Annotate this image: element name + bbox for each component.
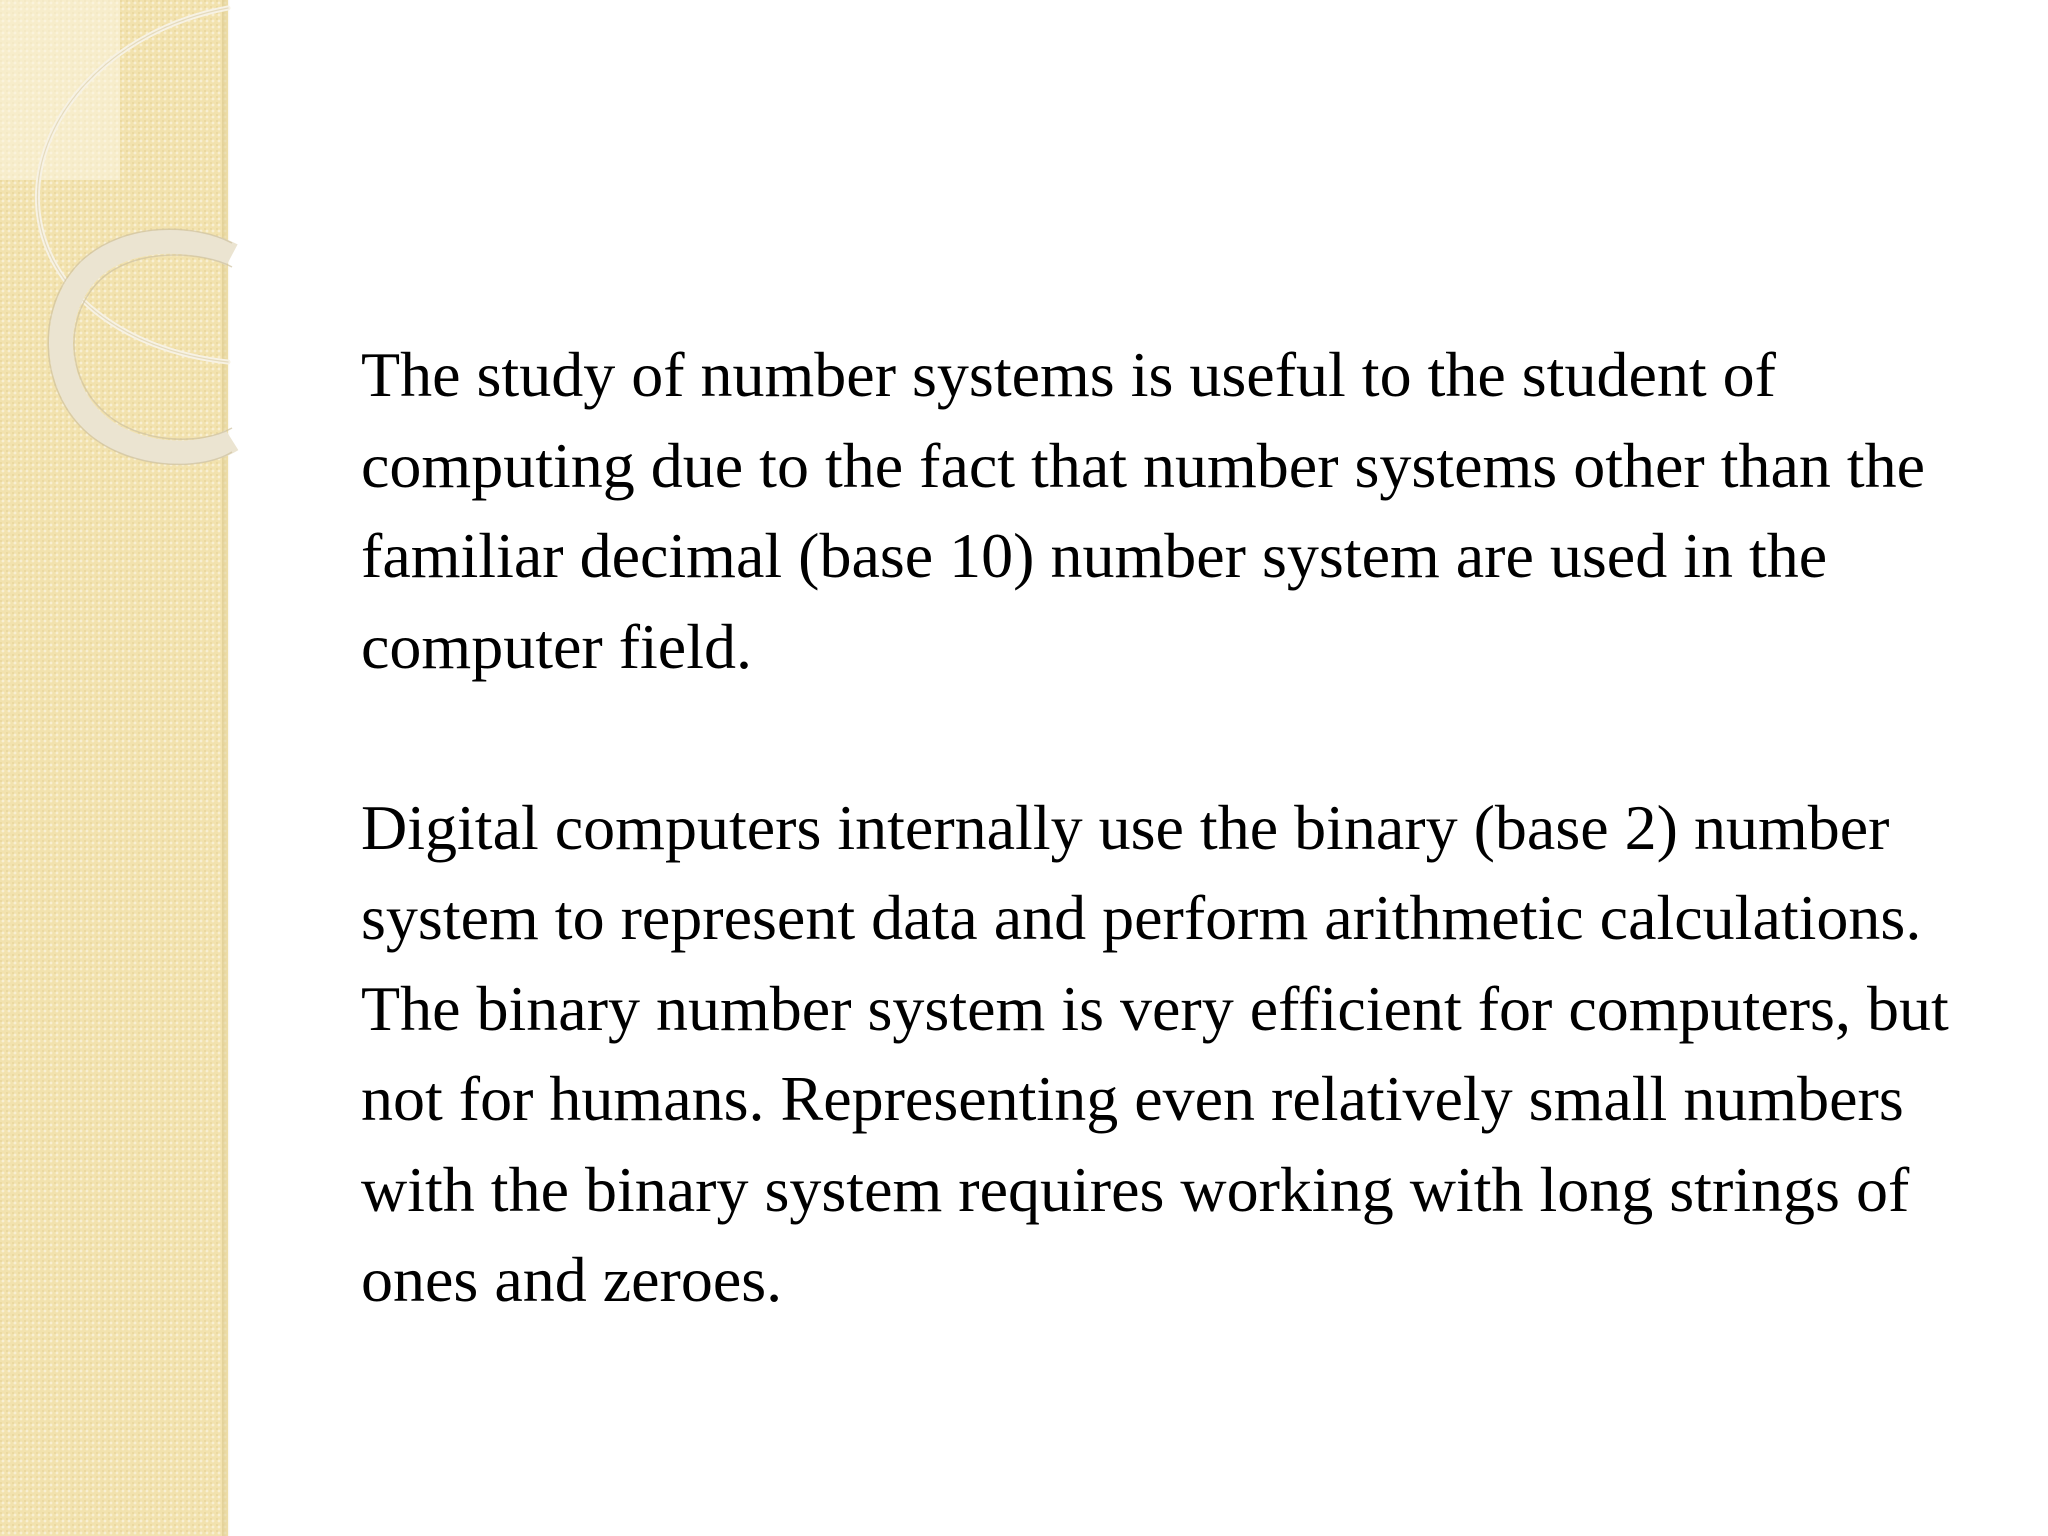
- small-ring-outer-edge: [48, 229, 232, 464]
- paragraph-2: Digital computers internally use the binary (base 2) number system to represent data and perform arithmetic calculations. The binary number system is very efficient for computers, but not for humans. Representing even relatively small numbers with the binary system requires working with long strings of ones and zeroes.: [361, 791, 1949, 1315]
- corner-highlight: [0, 0, 120, 180]
- paragraph-1: The study of number systems is useful to the student of computing due to the fact that number systems other than the familiar decimal (base 10) number system are used in the computer field.: [361, 339, 1926, 682]
- small-ring-band: [61, 242, 232, 453]
- ring-ornament: [0, 0, 240, 520]
- slide-body: [361, 330, 1981, 1326]
